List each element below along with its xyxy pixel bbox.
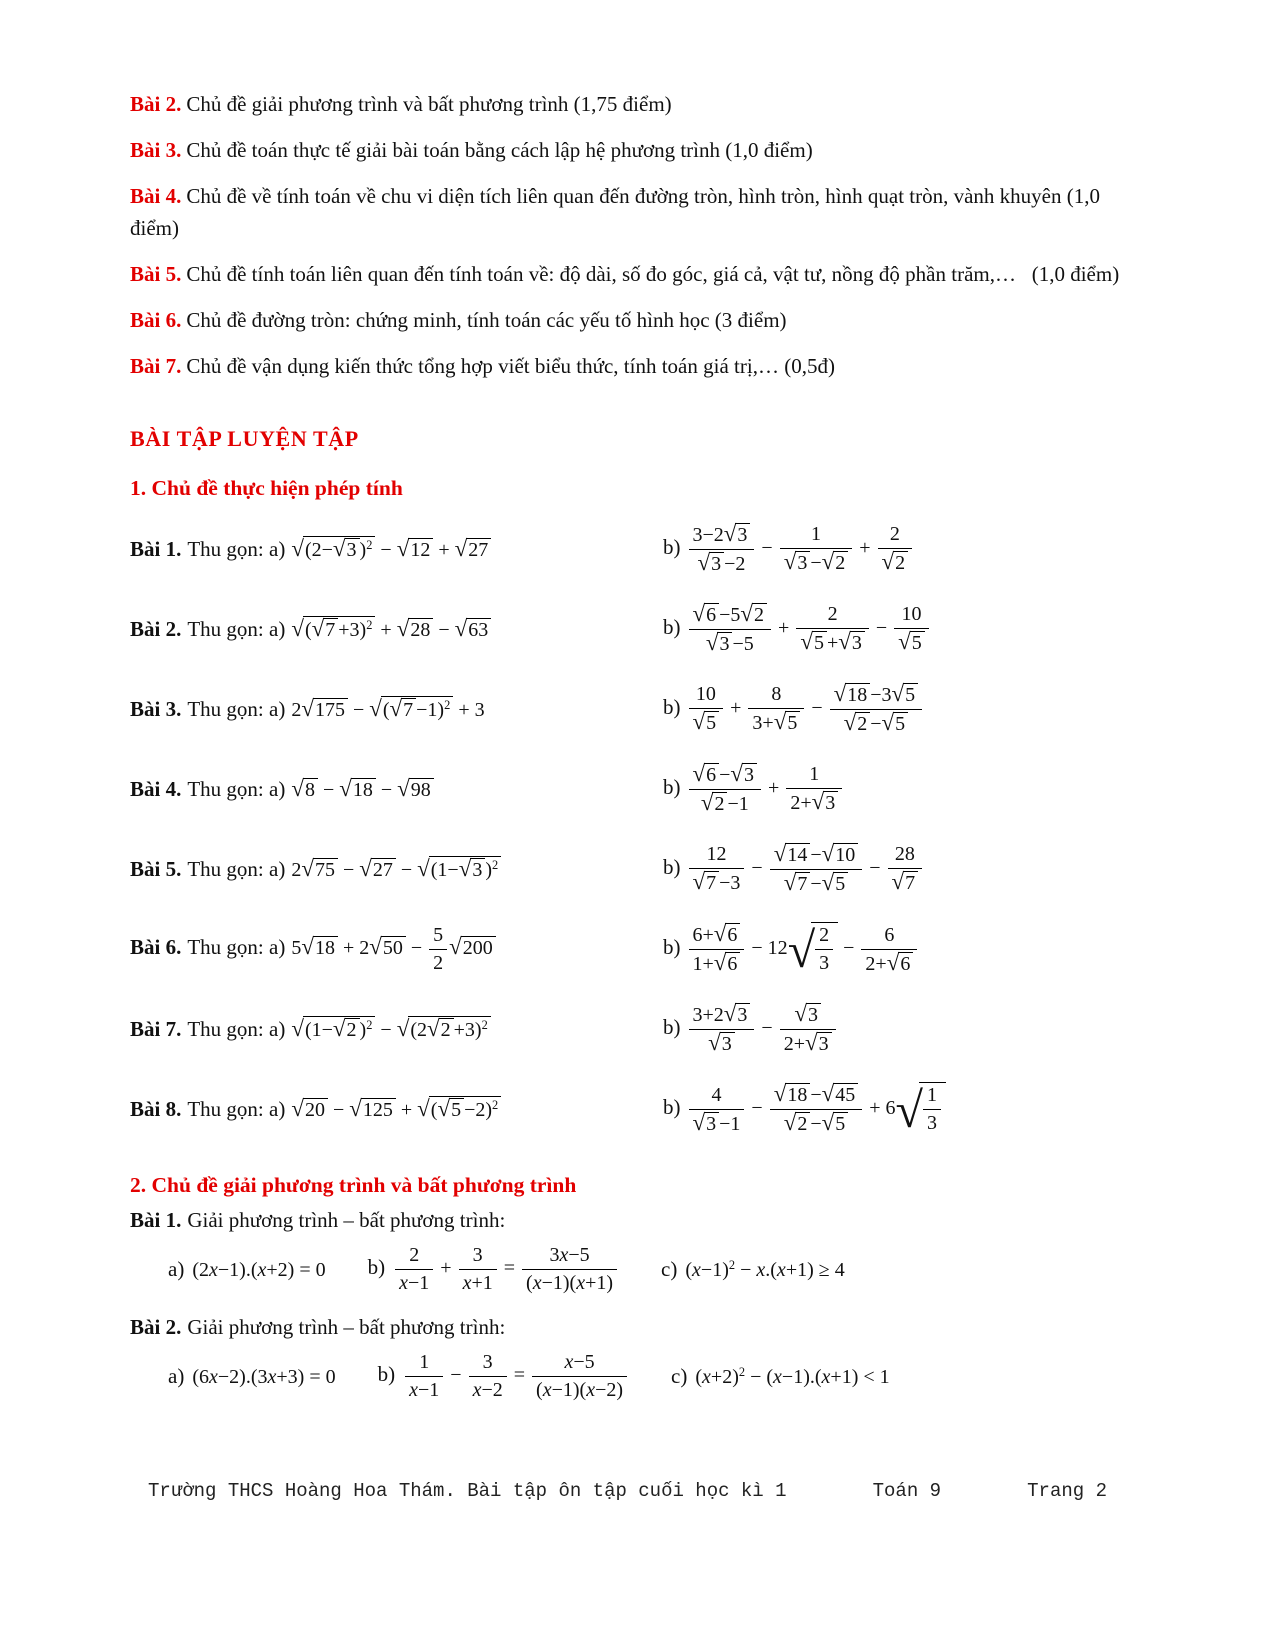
part-b-label: b) [663,614,681,639]
exercise-part-a [130,777,663,802]
topic-text: Chủ đề đường tròn: chứng minh, tính toán các yếu tố hình học (3 điểm) [186,307,787,332]
exercise-part-a [130,1096,663,1122]
part [368,1244,619,1295]
formula-b: $\frac{√6 -5√2}{√3 -5}$ + $\frac{2}{√5 +√3}$ − $\frac{10}{√5}$ [687,617,931,639]
exercise-label: Bài 4. [130,776,182,801]
section1-heading: 1. Chủ đề thực hiện phép tính [130,476,403,501]
exercise-intro: Thu gọn: a) [187,776,286,801]
exercise-label: Bài 1. [130,537,182,562]
section2-heading: 2. Chủ đề giải phương trình và bất phương trình [130,1173,577,1198]
main-heading: BÀI TẬP LUYỆN TẬP [130,426,359,452]
exercise-label: Bài 6. [130,934,182,959]
formula-a: 5√18 + 2√50 − $\frac{5}{2}$ √200 [291,937,495,959]
exercise-block [130,1315,1151,1412]
formula-a: √8 − √18 − √98 [291,779,433,801]
exercise-intro-row [130,1208,1151,1233]
formula-a: $√(√7 +3)^2 + √28 - √63$ [291,619,491,641]
formula-a: 2√75 − √27 − √(1−√3 )$^2$ [291,859,501,881]
exercise-intro: Thu gọn: a) [187,934,286,959]
topic-label: Bài 6. [130,307,182,332]
exercise-part-a [130,616,663,642]
part [168,1364,336,1389]
topic-text: Chủ đề toán thực tế giải bài toán bằng cách lập hệ phương trình (1,0 điểm) [186,137,813,162]
exercise-part-a [130,696,663,722]
exercise-part-b [663,922,1151,976]
exercise-intro: Thu gọn: a) [187,697,286,722]
exercise-part-b [663,840,1151,896]
exercise-parts [130,1340,1151,1412]
exercise-label: Bài 5. [130,857,182,882]
exercise-row [130,749,1151,829]
part-formula: (6x−2).(3x+3) = 0 [192,1365,336,1388]
exercise-part-a [130,856,663,882]
topic-item [130,350,1151,383]
exercise-intro: Thu gọn: a) [187,857,286,882]
part-b-label: b) [663,854,681,879]
part-b-label: b) [663,774,681,799]
formula-b: $\frac{12}{√7 -3}$ − $\frac{√14 -√10}{√7 -√5}$ − $\frac{28}{√7}$ [687,857,925,879]
exercise-label: Bài 8. [130,1097,182,1122]
topic-text: Chủ đề giải phương trình và bất phương trình (1,75 điểm) [186,92,672,116]
part-label: a) [168,1256,185,1281]
part-label: a) [168,1363,185,1388]
exercise-label: Bài 1. [130,1208,182,1233]
formula-b: $\frac{3+2√3}{√3}$ − $\frac{√3}{2+√3}$ [687,1017,838,1039]
exercise-intro: Giải phương trình – bất phương trình: [187,1315,506,1340]
topic-item [130,180,1151,246]
exercise-label: Bài 2. [130,617,182,642]
exercise-row [130,909,1151,989]
formula-a: $2√175 - √(√7 -1)^2 + 3$ [291,696,485,722]
exercise-label: Bài 2. [130,1315,182,1340]
exercise-row [130,1069,1151,1149]
formula-b: $\frac{√6 -√3}{√2 -1}$ + $\frac{1}{2+√3}$ [687,777,845,799]
formula-b: $\frac{4}{√3 -1}$ − $\frac{√18 -√45}{√2 -√5}$ + 6√ $\frac{1}{3}$ [687,1097,946,1119]
topic-item [130,304,1151,337]
exercise-row [130,509,1151,589]
formula-a: √(1−√2 )$^2 - √(2√2 +3)^2$ [291,1019,490,1041]
exercise-intro: Thu gọn: a) [187,1017,286,1042]
section2-exercises [130,1208,1151,1412]
part-formula: $\frac{1}{x-1}$ − $\frac{3}{x-2}$ = $\frac{x-5}{(x-1)(x-2)}$ [403,1364,629,1386]
exercise-part-b [663,520,1151,576]
exercise-row [130,829,1151,909]
part-b-label: b) [663,694,681,719]
formula-b: $\frac{6+√6}{1+√6}$ − 12√ $\frac{2}{3}$ − $\frac{6}{2+√6}$ [687,937,920,959]
part-b-label: b) [663,935,681,960]
exercise-intro: Thu gọn: a) [187,1097,286,1122]
part-label: b) [367,1254,386,1279]
exercise-intro: Giải phương trình – bất phương trình: [187,1208,506,1233]
topics-list [130,88,1151,382]
exercise-row [130,989,1151,1069]
exercise-row [130,589,1151,669]
topic-item [130,88,1151,121]
part-label: c) [661,1256,678,1281]
exercise-part-a [130,1016,663,1042]
formula-a: $√20 - √125 + √(√5 -2)^2$ [291,1099,501,1121]
exercise-parts [130,1233,1151,1305]
part-formula: (2x−1).(x+2) = 0 [192,1258,326,1281]
part-label: c) [671,1363,688,1388]
formula-b: $\frac{3-2√3}{√3 -2}$ − $\frac{1}{√3 -√2}$ + $\frac{2}{√2}$ [687,537,915,559]
exercise-intro: Thu gọn: a) [187,537,286,562]
section1-exercises [130,509,1151,1149]
page-footer [148,1480,1107,1502]
part [378,1351,629,1402]
part-label: b) [377,1361,396,1386]
exercise-label: Bài 7. [130,1017,182,1042]
topic-label: Bài 5. [130,262,182,286]
topic-text: Chủ đề vận dụng kiến thức tổng hợp viết biểu thức, tính toán giá trị,… (0,5đ) [186,353,835,378]
exercise-part-a [130,536,663,562]
part-b-label: b) [663,1014,681,1039]
formula-a: √(2−√3 )$^2$ − √12 + √27 [291,539,491,561]
part [661,1257,845,1282]
exercise-part-b [663,1082,1151,1136]
exercise-row [130,669,1151,749]
topic-label: Bài 3. [130,137,182,162]
topic-label: Bài 2. [130,92,182,116]
footer-school: Trường THCS Hoàng Hoa Thám. Bài tập ôn tập cuối học kì 1 [148,1480,787,1502]
exercise-part-b [663,600,1151,656]
exercise-part-b [663,1000,1151,1056]
footer-page-number: Trang 2 [1027,1480,1107,1502]
topic-item [130,258,1151,291]
topic-label: Bài 7. [130,353,182,378]
exercise-part-b [663,760,1151,816]
exercise-part-a [130,924,663,975]
part-formula: $(x+2)^2 - (x-1).(x+1) < 1$ [695,1364,890,1388]
part-formula: $\frac{2}{x-1}$ + $\frac{3}{x+1}$ = $\frac{3x-5}{(x-1)(x+1)}$ [393,1257,619,1279]
exercise-intro-row [130,1315,1151,1340]
topic-text: Chủ đề về tính toán về chu vi diện tích liên quan đến đường tròn, hình tròn, hình quạt tròn, vành khuyên (1,0 điểm) [130,183,1100,241]
exercise-label: Bài 3. [130,697,182,722]
topic-text: Chủ đề tính toán liên quan đến tính toán về: độ dài, số đo góc, giá cả, vật tư, nồng độ phần trăm,… (1,0 điểm) [186,262,1120,286]
exercise-block [130,1208,1151,1305]
topic-label: Bài 4. [130,183,182,208]
part-formula: $(x-1)^2 - x.(x+1) \ge 4$ [685,1257,845,1281]
part-b-label: b) [663,534,681,559]
footer-subject: Toán 9 [872,1480,942,1502]
topic-item [130,134,1151,167]
part [671,1364,890,1389]
formula-b: $\frac{10}{√5}$ + $\frac{8}{3+√5}$ − $\frac{√18 -3√5}{√2 -√5}$ [687,697,925,719]
part-b-label: b) [663,1095,681,1120]
part [168,1257,326,1282]
exercise-intro: Thu gọn: a) [187,617,286,642]
exercise-part-b [663,680,1151,736]
